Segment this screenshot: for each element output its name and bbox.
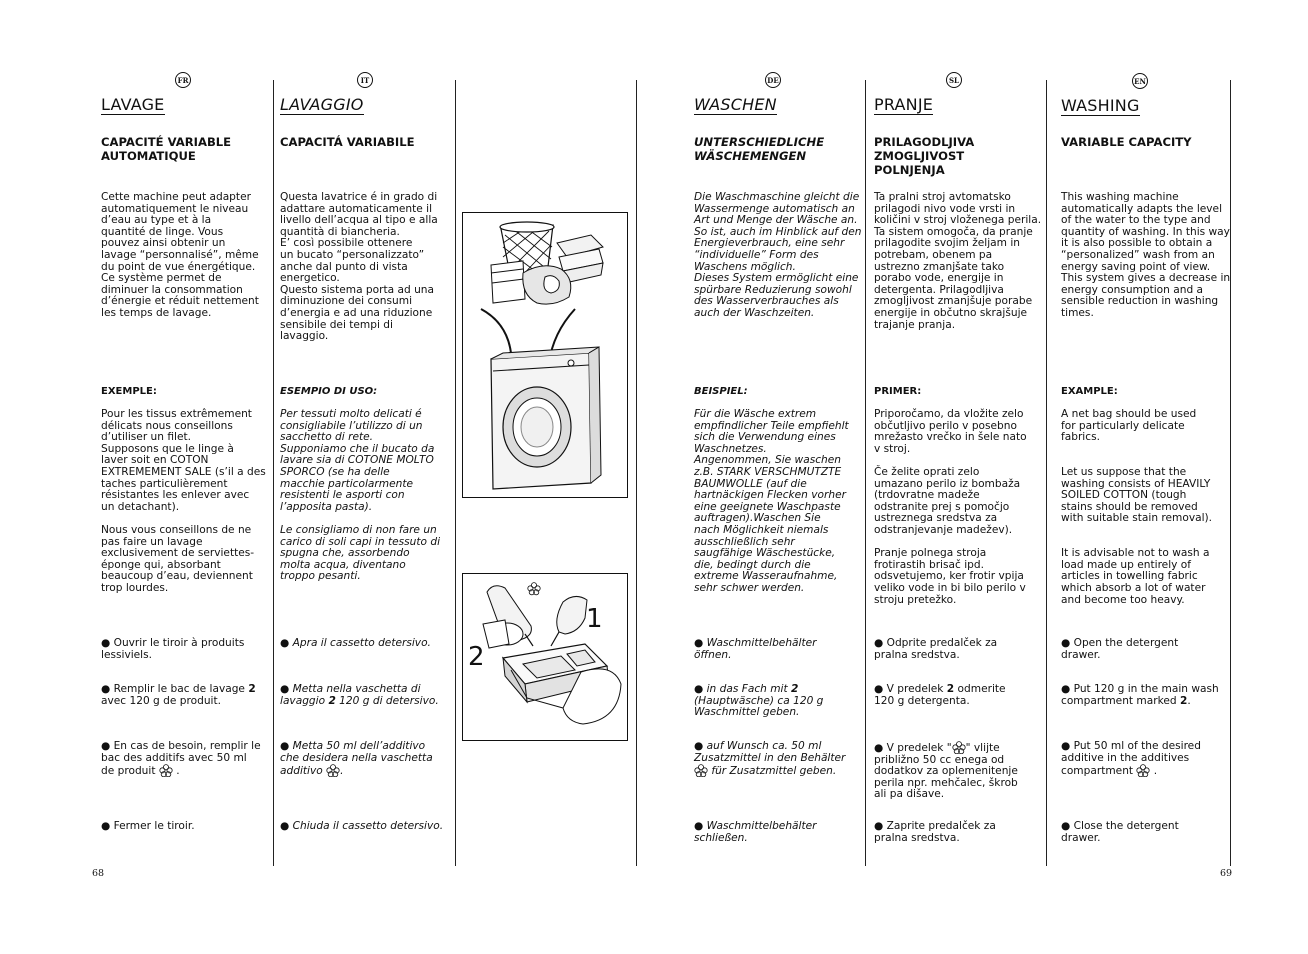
step-fill-main-wash: ● Put 120 g in the main wash compartment marked 2. <box>1061 683 1219 707</box>
flower-icon <box>952 741 966 754</box>
language-badge-fr: FR <box>175 72 191 88</box>
example-label: BEISPIEL: <box>694 386 748 397</box>
drawer-label-1: 1 <box>586 604 603 634</box>
divider-line <box>1046 80 1047 866</box>
example-label: ESEMPIO DI USO: <box>280 386 378 397</box>
example-label: EXAMPLE: <box>1061 386 1118 397</box>
intro-paragraph: Ta pralni stroj avtomatsko prilagodi nivo vode vrsti in količini v stroj vloženega perila. Ta sistem omogoča, da pranje prilagodite svojim željam in potrebam, obenem pa ustrezno zmanjšate tako porabo vode, energije in detergenta. Prilagodljiva zmogljivost zmanjšuje porabe energije in občutno skrajšuje trajanje pranja. <box>874 191 1042 331</box>
step-close-drawer: ● Zaprite predalček za pralna sredstva. <box>874 820 996 844</box>
section-title: LAVAGE <box>101 95 165 114</box>
step-fill-additive: ● Put 50 ml of the desired additive in the additives compartment . <box>1061 740 1201 778</box>
laundry-basket-machine-drawing <box>463 213 627 497</box>
example-text: A net bag should be used for particularly delicate fabrics. Let us suppose that the washing consists of HEAVILY SOILED COTTON (tough stains should be removed with suitable stain removal). It is advisable not to wash a load made up entirely of articles in towelling fabric which absorb a lot of water and become too heavy. <box>1061 408 1213 606</box>
intro-paragraph: Cette machine peut adapter automatiquement le niveau d’eau au type et à la quantité de linge. Vous pouvez ainsi obtenir un lavage “personnalisé”, même du point de vue énergétique. Ce système permet de diminuer la consommation d’énergie et réduit nettement les temps de lavage. <box>101 191 259 319</box>
example-label: PRIMER: <box>874 386 922 397</box>
step-fill-additive: ● auf Wunsch ca. 50 ml Zusatzmittel in den Behälter für Zusatzmittel geben. <box>694 740 846 778</box>
intro-paragraph: Questa lavatrice é in grado di adattare automaticamente il livello dell’acqua al tipo e alla quantità di biancheria. E’ così possibile ottenere un bucato “personalizzato” anche dal punto di vista energetico. Questo sistema porta ad una diminuzione dei consumi d’energia e ad una riduzione sensibile dei tempi di lavaggio. <box>280 191 438 343</box>
page-number-left: 68 <box>92 868 105 879</box>
step-fill-additive: ● En cas de besoin, remplir le bac des additifs avec 50 ml de produit . <box>101 740 261 778</box>
example-text: Per tessuti molto delicati é consigliabile l’utilizzo di un sacchetto di rete. Supponiamo che il bucato da lavare sia di COTONE MOLTO SPORCO (se ha delle macchie particolarmente resistenti le asporti con l’apposita pasta). Le consigliamo di non fare un carico di soli capi in tessuto di spugna che, assorbendo molta acqua, diventano troppo pesanti. <box>280 408 441 583</box>
step-close-drawer: ● Chiuda il cassetto detersivo. <box>280 820 444 832</box>
section-title: WASHING <box>1061 96 1140 115</box>
section-title: LAVAGGIO <box>280 95 364 114</box>
laundry-illustration <box>462 212 628 498</box>
example-text: Für die Wäsche extrem empfindlicher Teile empfiehlt sich die Verwendung eines Waschnetzes. Angenommen, Sie waschen z.B. STARK VERSCHMUTZTE BAUMWOLLE (auf die hartnäckigen Flecken vorher eine geeignete Waschpaste auftragen).Waschen Sie nach Möglichkeit niemals ausschließlich sehr saugfähige Wäschestücke, die, bedingt durch die extreme Wasseraufnahme, sehr schwer werden. <box>694 408 849 594</box>
step-fill-additive: ● V predelek " " vlijte približno 50 cc enega od dodatkov za oplemenitenje perila npr. mehčalec, škrob ali pa dišave. <box>874 742 1018 801</box>
divider-line <box>455 80 456 866</box>
page-number-right: 69 <box>1220 868 1233 879</box>
language-badge-it: IT <box>357 72 373 88</box>
intro-paragraph: Die Waschmaschine gleicht die Wassermenge automatisch an Art und Menge der Wäsche an. So ist, auch im Hinblick auf den Energieverbrauch, eine sehr “individuelle” Form des Waschens möglich. Dieses System ermöglicht eine spürbare Reduzierung sowohl des Wasserverbrauches als auch der Waschzeiten. <box>694 191 862 319</box>
step-fill-main-wash: ● Metta nella vaschetta di lavaggio 2 120 g di detersivo. <box>280 683 439 707</box>
detergent-drawer-illustration <box>462 573 628 741</box>
detergent-drawer-drawing <box>463 574 627 740</box>
language-badge-en: EN <box>1132 73 1148 89</box>
flower-icon <box>159 764 173 777</box>
step-fill-main-wash: ● V predelek 2 odmerite 120 g detergenta. <box>874 683 1006 707</box>
center-divider-line <box>636 80 637 866</box>
language-badge-de: DE <box>765 72 781 88</box>
step-open-drawer: ● Open the detergent drawer. <box>1061 637 1179 661</box>
divider-line <box>273 80 274 866</box>
step-close-drawer: ● Fermer le tiroir. <box>101 820 195 832</box>
step-fill-main-wash: ● in das Fach mit 2 (Hauptwäsche) ca 120 g Waschmittel geben. <box>694 683 824 719</box>
step-close-drawer: ● Waschmittelbehälter schließen. <box>694 820 817 844</box>
intro-paragraph: This washing machine automatically adapts the level of the water to the type and quantity of washing. In this way it is also possible to obtain a “personalized” wash from an energy saving point of view. This system gives a decrease in energy consumption and a sensible reduction in washing times. <box>1061 191 1231 319</box>
language-badge-sl: SL <box>946 72 962 88</box>
step-fill-main-wash: ● Remplir le bac de lavage 2 avec 120 g de produit. <box>101 683 256 707</box>
section-subtitle: CAPACITÉ VARIABLE AUTOMATIQUE <box>101 135 232 163</box>
section-subtitle: PRILAGODLJIVA ZMOGLJIVOST POLNJENJA <box>874 135 975 177</box>
drawer-label-2: 2 <box>468 642 485 672</box>
step-fill-additive: ● Metta 50 ml dell’additivo che desidera nella vaschetta additivo . <box>280 740 433 778</box>
section-title: WASCHEN <box>694 95 777 114</box>
flower-icon <box>326 764 340 777</box>
step-open-drawer: ● Apra il cassetto detersivo. <box>280 637 431 649</box>
step-close-drawer: ● Close the detergent drawer. <box>1061 820 1179 844</box>
step-open-drawer: ● Waschmittelbehälter öffnen. <box>694 637 817 661</box>
example-text: Pour les tissus extrêmement délicats nous conseillons d’utiliser un filet. Supposons que le linge à laver soit en COTON EXTREMEMENT SALE (s’il a des taches particulièrement résistantes les enlever avec un detachant). Nous vous conseillons de ne pas faire un lavage exclusivement de serviettes- éponge qui, absorbant beaucoup d’eau, deviennent trop lourdes. <box>101 408 266 594</box>
section-subtitle: CAPACITÁ VARIABILE <box>280 135 415 149</box>
step-open-drawer: ● Odprite predalček za pralna sredstva. <box>874 637 998 661</box>
flower-icon <box>1136 764 1150 777</box>
flower-icon <box>694 764 708 777</box>
section-subtitle: UNTERSCHIEDLICHE WÄSCHEMENGEN <box>694 135 825 163</box>
example-label: EXEMPLE: <box>101 386 157 397</box>
example-text: Priporočamo, da vložite zelo občutljivo perilo v posebno mrežasto vrečko in šele nato v stroj. Če želite oprati zelo umazano perilo iz bombaža (trdovratne madeže odstranite prej s pomočjo ustreznega sredstva za odstranjevanje madežev). Pranje polnega stroja frotirastih brisač ipd. odsvetujemo, ker frotir vpija veliko vode in bi bilo perilo v stroju pretežko. <box>874 408 1027 606</box>
step-open-drawer: ● Ouvrir le tiroir à produits lessiviels. <box>101 637 245 661</box>
section-subtitle: VARIABLE CAPACITY <box>1061 135 1192 149</box>
section-title: PRANJE <box>874 95 934 114</box>
